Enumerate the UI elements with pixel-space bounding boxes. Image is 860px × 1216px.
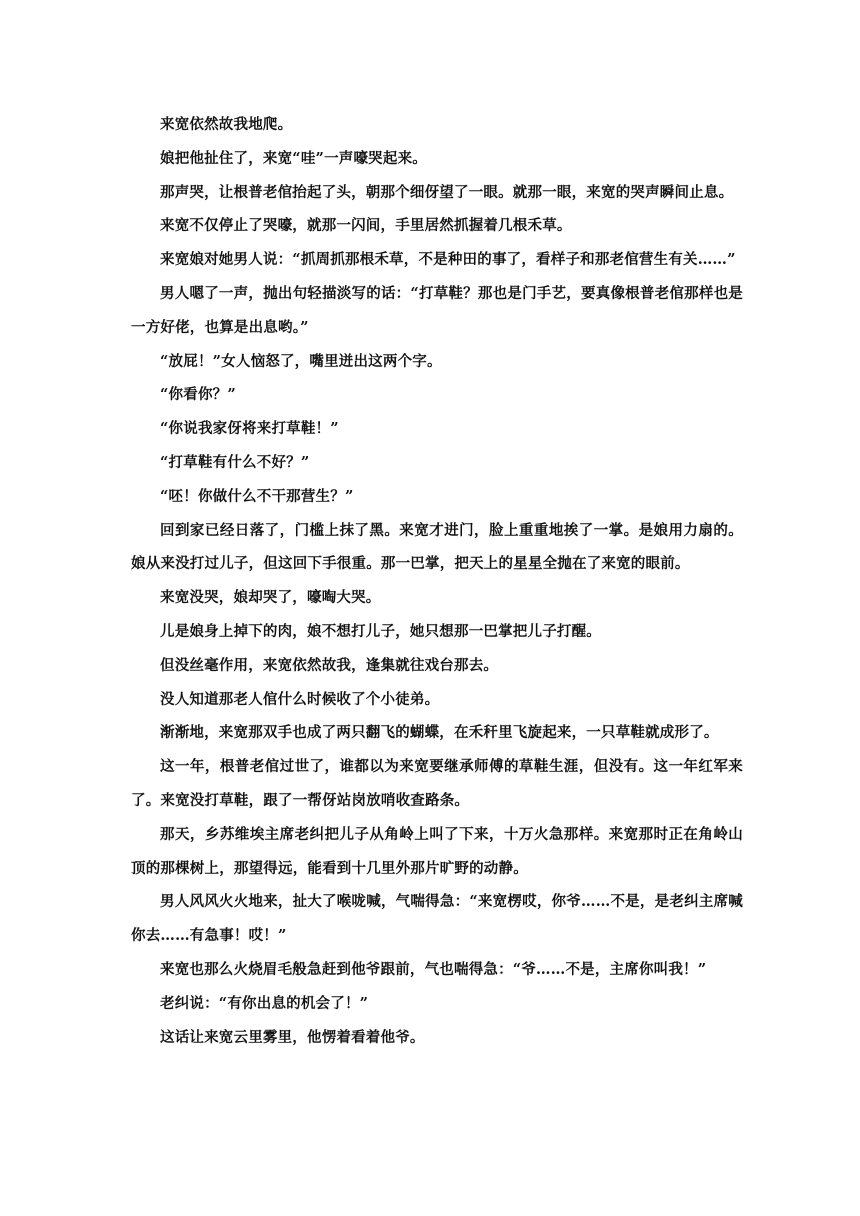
paragraph: 来宽不仅停止了哭嚎，就那一闪间，手里居然抓握着几根禾草。 — [160, 217, 572, 235]
paragraph: 男人嗯了一声，抛出句轻描淡写的话：“打草鞋？那也是门手艺，要真像根普老倌那样也是一方好佬，也算是出息哟。” — [131, 284, 743, 336]
paragraph: 没人知道那老人倌什么时候收了个小徒弟。 — [160, 690, 440, 708]
paragraph: 但没丝毫作用，来宽依然故我，逢集就往戏台那去。 — [160, 656, 499, 674]
document-body — [131, 108, 743, 1054]
paragraph: 来宽娘对她男人说：“抓周抓那根禾草，不是种田的事了，看样子和那老倌营生有关……” — [160, 251, 736, 269]
paragraph: 渐渐地，来宽那双手也成了两只翻飞的蝴蝶，在禾秆里飞旋起来，一只草鞋就成形了。 — [160, 724, 719, 742]
paragraph: 来宽也那么火烧眉毛般急赶到他爷跟前，气也喘得急：“爷……不是，主席你叫我！” — [160, 960, 707, 978]
paragraph: 男人风风火火地来，扯大了喉咙喊，气喘得急：“来宽楞哎，你爷……不是，是老纠主席喊你去……有急事！哎！” — [131, 893, 743, 945]
paragraph: 那天，乡苏维埃主席老纠把儿子从角岭上叫了下来，十万火急那样。来宽那时正在角岭山顶的那棵树上，那望得远，能看到十几里外那片旷野的动静。 — [131, 825, 743, 877]
paragraph: 来宽没哭，娘却哭了，嚎啕大哭。 — [160, 589, 381, 607]
paragraph: “呸！你做什么不干那营生？” — [160, 487, 354, 505]
paragraph: 这一年，根普老倌过世了，谁都以为来宽要继承师傅的草鞋生涯，但没有。这一年红军来了。来宽没打草鞋，跟了一帮伢站岗放哨收查路条。 — [131, 758, 743, 809]
paragraph: 这话让来宽云里雾里，他愣着看着他爷。 — [160, 1028, 425, 1046]
paragraph: “打草鞋有什么不好？” — [160, 453, 310, 471]
paragraph: 儿是娘身上掉下的肉，娘不想打儿子，她只想那一巴掌把儿子打醒。 — [160, 622, 601, 640]
paragraph: 老纠说：“有你出息的机会了！” — [160, 994, 369, 1012]
paragraph: 娘把他扯住了，来宽“哇”一声嚎哭起来。 — [160, 149, 427, 167]
paragraph: “你说我家伢将来打草鞋！” — [160, 420, 339, 438]
paragraph: 那声哭，让根普老倌抬起了头，朝那个细伢望了一眼。就那一眼，来宽的哭声瞬间止息。 — [160, 183, 734, 201]
paragraph: “你看你？” — [160, 386, 236, 404]
paragraph: 回到家已经日落了，门槛上抹了黑。来宽才进门，脸上重重地挨了一掌。是娘用力扇的。娘从来没打过儿子，但这回下手很重。那一巴掌，把天上的星星全抛在了来宽的眼前。 — [131, 521, 743, 573]
paragraph: “放屁！”女人恼怒了，嘴里迸出这两个字。 — [160, 352, 442, 370]
paragraph: 来宽依然故我地爬。 — [160, 116, 293, 133]
